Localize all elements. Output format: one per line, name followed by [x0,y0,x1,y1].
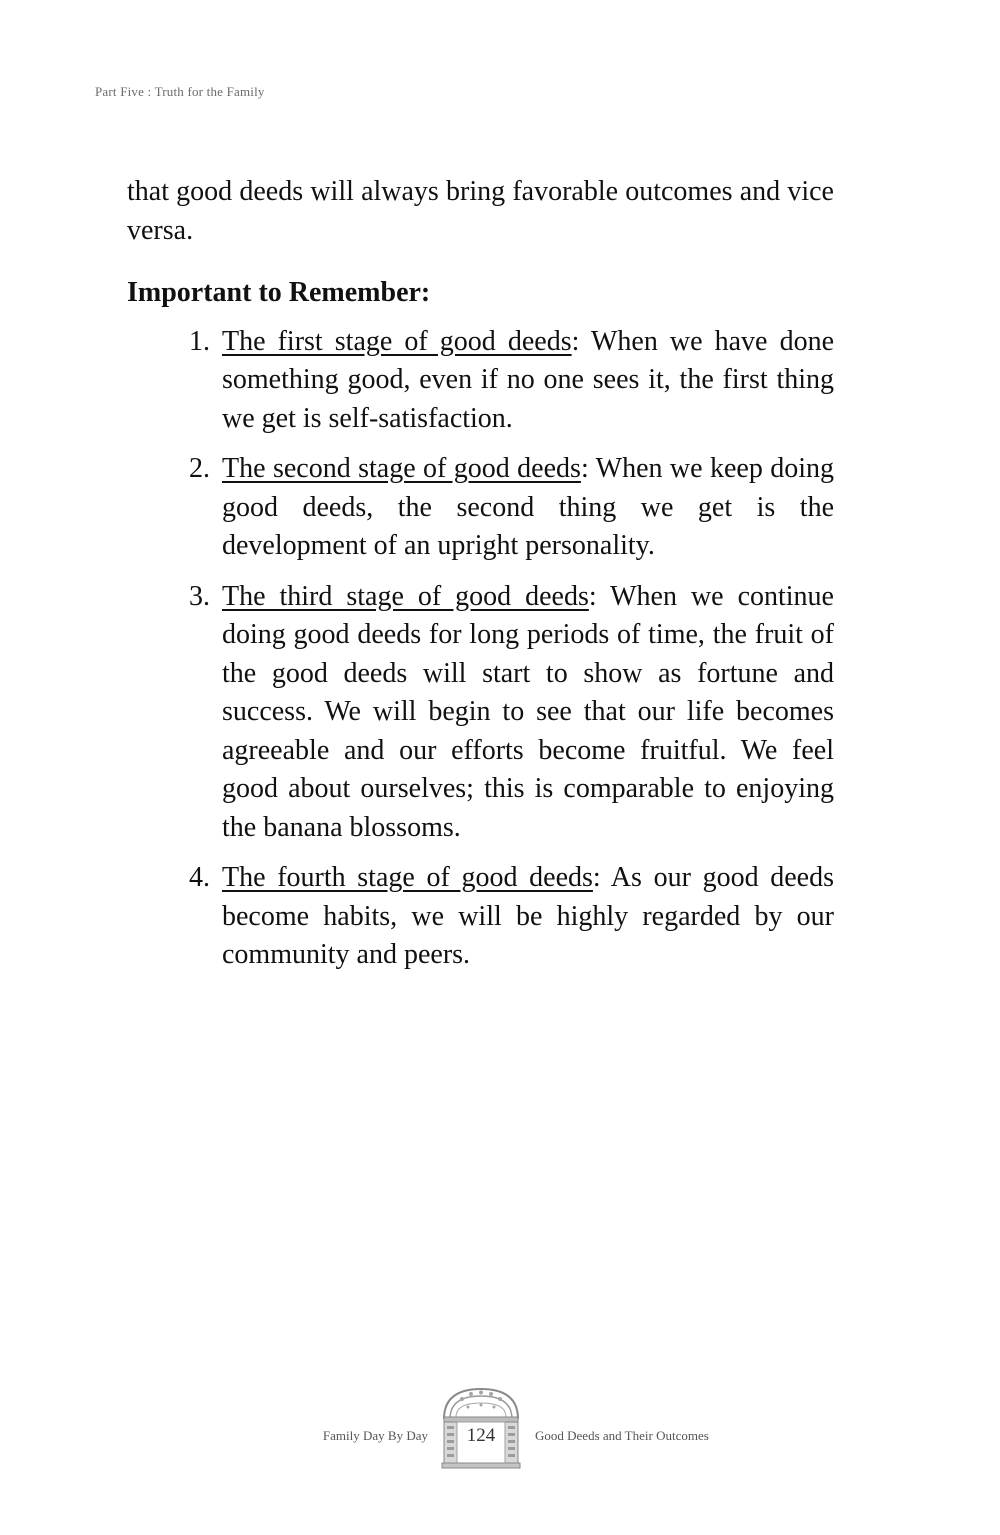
page-body [127,173,834,987]
list-item-number: 2. [189,453,210,484]
section-heading: Important to Remember: [127,277,431,308]
list-item [127,859,834,975]
list-item-text: : When we continue doing good deeds for long periods of time, the fruit of the good deeds will start to show as fortune and success. We will begin to see that our life becomes agreeable and our efforts become fruitful. We feel good about ourselves; this is comparable to enjoying the banana blossoms. [222,580,834,843]
stages-list [127,323,834,975]
list-item-lead: The second stage of good deeds [222,453,581,484]
page-number: 124 [466,1425,496,1446]
list-item-number: 3. [189,580,210,612]
list-item-lead: The fourth stage of good deeds [222,862,593,893]
list-item-text: : When we keep doing good deeds, the second thing we get is the development of an upright personality. [222,453,835,561]
page-footer [0,1385,1000,1470]
intro-paragraph: that good deeds will always bring favorable outcomes and vice versa. [127,176,834,246]
list-item-text: : As our good deeds become habits, we will be highly regarded by our community and peers. [222,862,834,970]
list-item-number: 4. [189,862,210,893]
list-item [127,578,834,848]
list-item-lead: The first stage of good deeds [222,325,572,357]
running-head: Part Five : Truth for the Family [95,84,265,99]
footer-chapter-title: Good Deeds and Their Outcomes [535,1428,709,1443]
list-item-number: 1. [189,325,210,357]
list-item [127,450,834,566]
list-item [127,323,834,439]
list-item-text: : When we have done something good, even if no one sees it, the first thing we get is self-satisfaction. [222,325,834,434]
list-item-lead: The third stage of good deeds [222,580,589,612]
footer-book-title: Family Day By Day [322,1428,428,1443]
